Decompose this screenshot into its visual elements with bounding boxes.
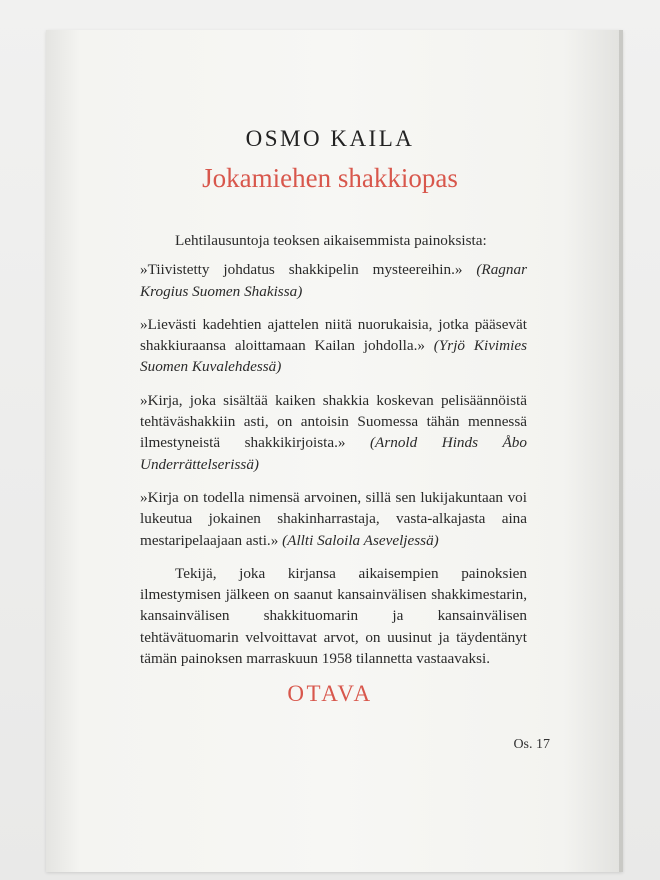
review-quote bbox=[140, 487, 527, 551]
quote-text: »Kirja on todella nimensä arvoinen, sillä sen lukijakuntaan voi lukeutua jokainen shakinharrastaja, vasta-alkajasta aina mestaripelaajaan asti.» bbox=[140, 488, 527, 549]
quote-source: (Arnold Hinds Åbo Underrättelserissä) bbox=[140, 434, 527, 473]
cover-edge bbox=[619, 30, 623, 872]
blurb-text bbox=[140, 230, 527, 683]
intro-line: Lehtilausuntoja teoksen aikaisemmista painoksista: bbox=[175, 232, 487, 249]
author-name: OSMO KAILA bbox=[245, 126, 415, 151]
quote-source: (Allti Saloila Aseveljessä) bbox=[282, 531, 439, 549]
review-quote bbox=[140, 259, 527, 302]
book-title: Jokamiehen shakkiopas bbox=[202, 163, 458, 193]
review-quote bbox=[140, 314, 527, 378]
publisher-name: OTAVA bbox=[287, 681, 373, 706]
review-quote bbox=[140, 390, 527, 475]
catalog-code: Os. 17 bbox=[513, 737, 550, 752]
quote-source: (Yrjö Kivimies Suomen Kuvalehdessä) bbox=[140, 337, 527, 376]
quote-source: (Ragnar Krogius Suomen Shakissa) bbox=[140, 261, 527, 300]
quote-text: »Tiivistetty johdatus shakkipelin mysteereihin.» bbox=[140, 261, 463, 279]
author-bio: Tekijä, joka kirjansa aikaisempien painoksien ilmestymisen jälkeen on saanut kansainvälisen shakkimestarin, kansainvälisen shakkituomarin ja kansainvälisen tehtävätuomarin velvoittavat arvot, on uusinut ja täydentänyt tämän painoksen marraskuun 1958 tilannetta vastaavaksi. bbox=[140, 564, 527, 668]
quote-text: »Lievästi kadehtien ajattelen niitä nuorukaisia, jotka pääsevät shakkiuraansa aloittamaan Kailan johdolla.» bbox=[140, 315, 527, 355]
quote-text: »Kirja, joka sisältää kaiken shakkia koskevan pelisäännöistä tehtäväshakkiin asti, on antoisin Suomessa tähän mennessä ilmestyneistä shakkikirjoista.» bbox=[140, 391, 527, 452]
